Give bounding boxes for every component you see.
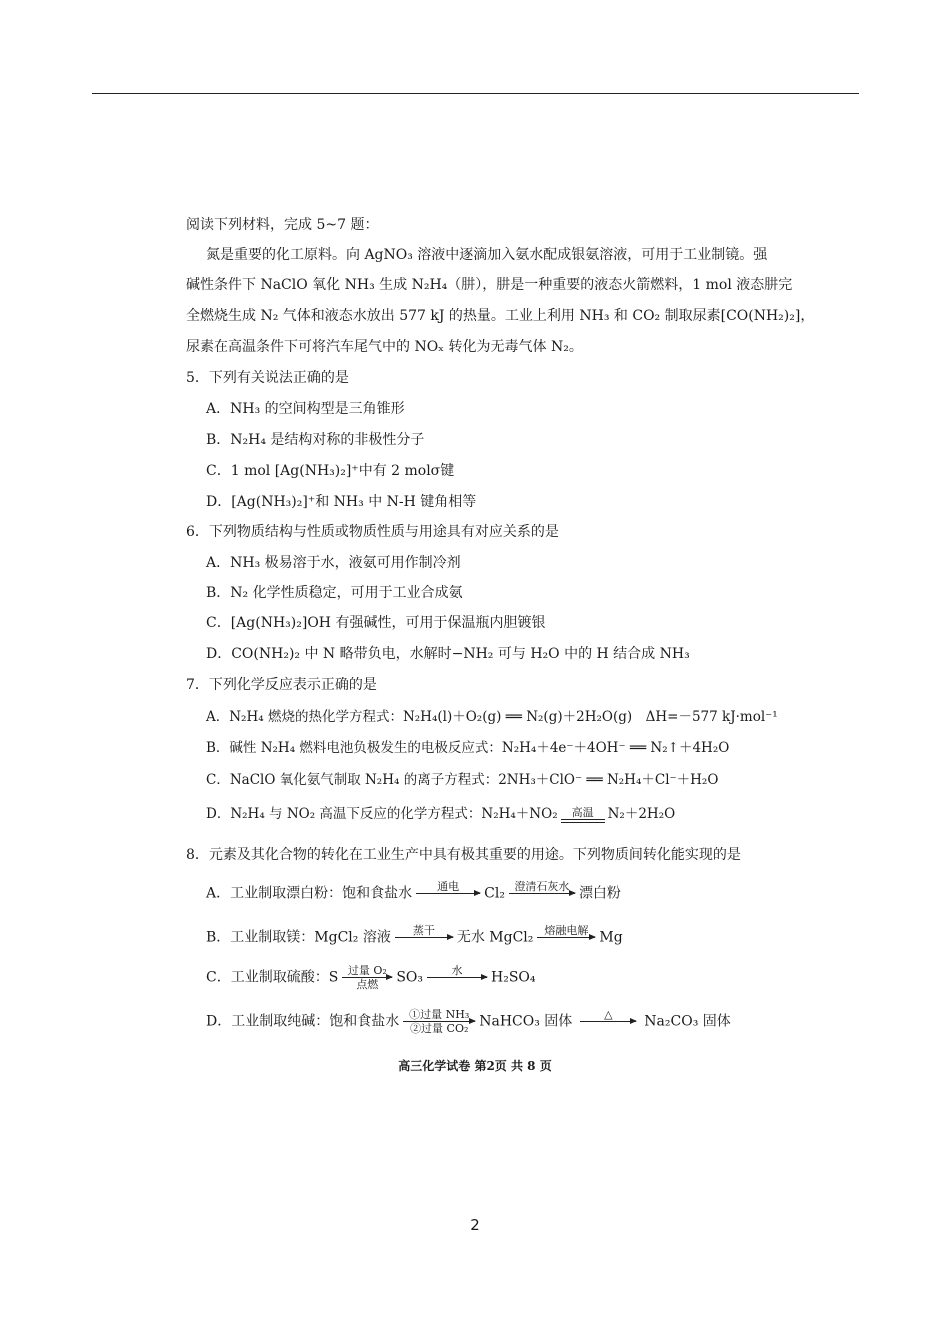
q8-option-c	[206, 964, 536, 991]
q7-option-d	[206, 804, 675, 824]
q8-option-b	[206, 924, 623, 951]
q8-d-intermediate: NaHCO₃ 固体	[479, 1013, 573, 1030]
q8-b-arrow-2	[537, 924, 595, 951]
q8-c-arrow-1	[342, 964, 392, 991]
q8-a-start: A．工业制取漂白粉：饱和食盐水	[206, 885, 413, 902]
q8-c-condition-1-top: 过量 O₂	[347, 964, 387, 977]
q8-option-d	[206, 1008, 731, 1035]
q8-c-product: H₂SO₄	[491, 969, 536, 986]
q7-option-a: A．N₂H₄ 燃烧的热化学方程式：N₂H₄(l)＋O₂(g) ══ N₂(g)＋2H₂O(g) ΔH=－577 kJ·mol⁻¹	[206, 709, 778, 725]
q5-option-d: D．[Ag(NH₃)₂]⁺和 NH₃ 中 N-H 键角相等	[206, 494, 477, 510]
q8-d-condition-1-top: ①过量 NH₃	[409, 1008, 470, 1021]
q7-d-products: N₂＋2H₂O	[607, 806, 676, 822]
q6-option-b: B．N₂ 化学性质稳定，可用于工业合成氨	[206, 585, 463, 601]
q8-d-arrow-1	[403, 1008, 475, 1035]
q8-a-arrow-1	[416, 880, 480, 907]
q8-b-condition-2: 熔融电解	[544, 924, 589, 937]
q7-option-c: C．NaClO 氧化氨气制取 N₂H₄ 的离子方程式：2NH₃＋ClO⁻ ══ N₂H₄＋Cl⁻＋H₂O	[206, 772, 719, 788]
q5-option-b: B．N₂H₄ 是结构对称的非极性分子	[206, 432, 425, 448]
q8-c-arrow-2	[427, 964, 487, 991]
q8-b-product: Mg	[599, 929, 623, 946]
q7-d-reactants: D．N₂H₄ 与 NO₂ 高温下反应的化学方程式：N₂H₄＋NO₂	[206, 806, 558, 822]
q8-a-product: 漂白粉	[578, 885, 621, 902]
q6-option-c: C．[Ag(NH₃)₂]OH 有强碱性，可用于保温瓶内胆镀银	[206, 615, 546, 631]
header-rule	[92, 93, 859, 94]
q8-option-a	[206, 880, 621, 907]
q8-a-condition-2: 澄清石灰水	[514, 880, 570, 893]
q8-d-condition-1-bottom: ②过量 CO₂	[410, 1022, 469, 1035]
q8-c-condition-1-bottom: 点燃	[356, 978, 379, 991]
intro-line-2: 碱性条件下 NaClO 氧化 NH₃ 生成 N₂H₄（肼），肼是一种重要的液态火箭燃料，1 mol 液态肼完	[186, 277, 793, 293]
q7-option-b: B．碱性 N₂H₄ 燃料电池负极发生的电极反应式：N₂H₄＋4e⁻＋4OH⁻ ══ N₂↑＋4H₂O	[206, 740, 730, 756]
q6-stem: 6．下列物质结构与性质或物质性质与用途具有对应关系的是	[186, 524, 559, 540]
intro-line-3: 全燃烧生成 N₂ 气体和液态水放出 577 kJ 的热量。工业上利用 NH₃ 和 CO₂ 制取尿素[CO(NH₂)₂]，	[186, 308, 815, 324]
q5-stem: 5．下列有关说法正确的是	[186, 370, 349, 386]
q7-d-condition: 高温	[571, 806, 594, 819]
q5-option-a: A．NH₃ 的空间构型是三角锥形	[206, 401, 405, 417]
q8-a-arrow-2	[509, 880, 575, 907]
q8-d-product: Na₂CO₃ 固体	[644, 1013, 731, 1030]
q8-c-start: C．工业制取硫酸：S	[206, 969, 339, 986]
q5-option-c: C．1 mol [Ag(NH₃)₂]⁺中有 2 molσ键	[206, 463, 455, 479]
page-number: 2	[470, 1216, 480, 1234]
q8-c-condition-2: 水	[451, 964, 463, 977]
q8-d-start: D．工业制取纯碱：饱和食盐水	[206, 1013, 400, 1030]
intro-prompt: 阅读下列材料，完成 5~7 题：	[186, 217, 379, 233]
q7-d-equals-sign	[561, 806, 605, 823]
q6-option-d: D．CO(NH₂)₂ 中 N 略带负电，水解时−NH₂ 可与 H₂O 中的 H 结合成 NH₃	[206, 646, 690, 662]
page-footer: 高三化学试卷 第2页 共 8 页	[398, 1059, 552, 1073]
q8-c-intermediate: SO₃	[396, 969, 423, 986]
q8-a-condition-1: 通电	[437, 880, 460, 893]
intro-line-1: 氮是重要的化工原料。向 AgNO₃ 溶液中逐滴加入氨水配成银氨溶液，可用于工业制镜。强	[206, 247, 768, 263]
intro-line-4: 尿素在高温条件下可将汽车尾气中的 NOₓ 转化为无毒气体 N₂。	[186, 339, 583, 355]
q8-d-arrow-2	[580, 1008, 636, 1035]
q8-b-intermediate: 无水 MgCl₂	[456, 929, 534, 946]
q7-stem: 7．下列化学反应表示正确的是	[186, 677, 377, 693]
q6-option-a: A．NH₃ 极易溶于水，液氨可用作制冷剂	[206, 555, 461, 571]
q8-stem: 8．元素及其化合物的转化在工业生产中具有极其重要的用途。下列物质间转化能实现的是	[186, 847, 741, 863]
q8-b-start: B．工业制取镁：MgCl₂ 溶液	[206, 929, 391, 946]
q8-b-condition-1: 蒸干	[412, 924, 435, 937]
q8-d-condition-2: △	[604, 1008, 613, 1021]
q8-b-arrow-1	[395, 924, 453, 951]
q8-a-intermediate: Cl₂	[484, 885, 505, 902]
